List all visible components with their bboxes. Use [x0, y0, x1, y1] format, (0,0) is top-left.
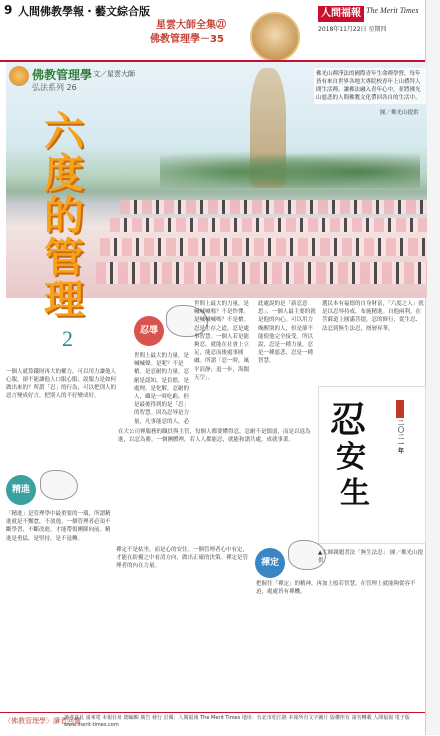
- crowd-row: [96, 262, 427, 284]
- calligraphy-date: 二〇二一年: [398, 420, 405, 455]
- title-char: 度: [44, 150, 84, 197]
- title-part-number: 2: [62, 326, 73, 351]
- title-char: 理: [44, 276, 84, 323]
- body-text: 把握住「禪定」的精神，再加上般若智慧，在管理上就能夠從容不迫，處處皆有禪機。: [256, 581, 416, 596]
- side-index-strip: [425, 0, 440, 735]
- body-text: 「精進」是管理學中最重要的一環，所謂精進就是不懈怠，不放逸。一個管理者必須不斷學習，不斷改進，才能帶領團隊向前。精進是勇猛，是堅持，是不退轉。: [6, 511, 111, 542]
- publication-date: 2018年11月22日 星期四: [318, 26, 387, 33]
- title-char: 的: [44, 192, 84, 239]
- body-text: 在大公司裡服務的職員與主管，每個人都要懂得忍。忍耐不是懦弱，而是以退為進，以忍為勝。一個團體裡，若人人都能忍，就能和諧共處，成就事業。: [118, 429, 311, 444]
- column-series: 弘法系列 26: [32, 83, 77, 92]
- calligraphy-char: 忍: [330, 399, 367, 441]
- newspaper-logo: 人間福報: [318, 6, 364, 22]
- crowd-row: [100, 238, 427, 256]
- title-char: 六: [44, 108, 84, 155]
- mudra-hand-icon: [40, 470, 78, 500]
- intro-paragraph: 一個人就算錢財再大的權力，可以用力讓他人心服，卻不能讓他人口服心服；說服力是如何做出來的？所謂「忍」的行為，可以把別人的惡言變成好言，把別人的不好變成好。: [6, 369, 117, 399]
- crowd-row: [120, 200, 427, 214]
- author-portrait: [250, 12, 300, 62]
- section-badge-patience: 忍辱: [134, 316, 164, 346]
- calligraphy-char: 安: [336, 440, 366, 475]
- tree-line: [160, 148, 420, 188]
- footer-column-label: 〈佛教管理學〉讀者回響: [4, 717, 81, 725]
- crowd-row: [110, 218, 427, 232]
- title-char: 管: [44, 234, 84, 281]
- series-title: 星雲大師全集㉑: [156, 20, 226, 31]
- calligraphy-char: 生: [340, 476, 370, 511]
- body-text: 禪定不是枯坐，而是心的安住。一個管理者心中有定，才能在紛擾之中看清方向，做出正確的決策。禪定是管理者的內在力量。: [116, 547, 249, 570]
- column-emblem-icon: [9, 66, 29, 86]
- section-badge-diligence: 精進: [6, 475, 36, 505]
- section-badge-meditation: 禪定: [255, 548, 285, 578]
- page-number: 9: [4, 3, 13, 17]
- column-name: 佛教管理學: [32, 68, 93, 82]
- newspaper-english-name: The Merit Times: [366, 6, 419, 15]
- photo-caption: 佛光山禪淨法的國際青年生命禪學營，每年皆有來自世界各地大專院校青年上山禮拜人間生活禪，讓佛法融入青年心中，並將佛光山慈悲的人間佛教文化帶回各自的生活中。: [314, 68, 426, 104]
- photo-credit: 圖／佛光山提供: [380, 110, 419, 116]
- body-text: 此處說的是「新忍意思」。一個人最主要的就是他的內心。可以用力喚醒別的人，但是卻不能使他完全接受。所以說，忍是一種力量，忍是一種慈悲，忍是一種智慧。: [258, 301, 316, 365]
- series-subtitle: 佛教管理學－35: [150, 34, 224, 45]
- artist-seal: [396, 400, 404, 418]
- page-title: 人間佛教學報・藝文綜合版: [18, 5, 150, 18]
- footer-publisher-info: 讀者意見 請來電 本報社址 總編輯 廣告 發行 訂閱：人間福報 The Merit Times 地址：台北市松江路 本報所有文字圖片 版權所有 請勿轉載 人間福報 電子版 www.merit-times.com: [64, 715, 410, 728]
- column-author: ・文／星雲大師: [86, 70, 135, 78]
- body-text: 世間上最大的力量，是喊喊聲。是呢？不是槍。是忍耐的力量。忍耐是認知，是負擔，是處理，是化解。忍耐的人，雖是一時吃虧，但是最後得到的是「忍」的智慧。因為忍辱是力量，凡事能忍的人，必: [134, 353, 190, 424]
- body-text: 世間上最大的力量，是喊喊喊嗎？不是炸彈。是喊喊喊嗎？不是槍。忍是生存之道，忍是處事智慧。一個人若是能夠忍，就能在社會上立足，能忍而後處事圓融。所謂「忍一時，風平浪靜；退一步，海闊天空」。: [194, 301, 250, 381]
- calligraphy-caption: ▲大師親題書法「無生法忍」 圖／佛光山提供: [318, 550, 423, 564]
- body-text: 選民本有福德的自身財富，「六度之人」就是以忍辱持戒，布施精進。自他兩利，在菩薩道上圓滿菩提。忍的修行，從生忍、法忍到無生法忍，層層昇華。: [322, 301, 424, 332]
